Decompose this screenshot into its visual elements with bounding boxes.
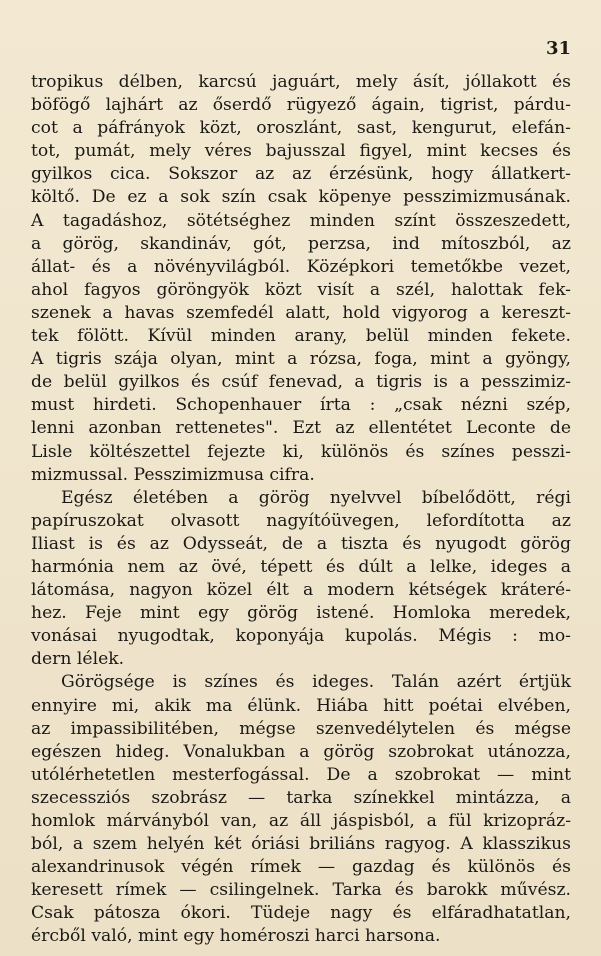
text-line: A tagadáshoz, sötétséghez minden színt összeszedett,: [31, 210, 571, 231]
text-line: ahol fagyos göröngyök közt visít a szél, halottak fek-: [31, 279, 571, 300]
text-line: papíruszokat olvasott nagyítóüvegen, lefordította az: [31, 510, 571, 531]
text-line: Egész életében a görög nyelvvel bíbelődött, régi: [61, 487, 571, 508]
text-line: a görög, skandináv, gót, perzsa, ind mítoszból, az: [31, 233, 571, 254]
text-line: ércből való, mint egy homéroszi harci harsona.: [31, 926, 441, 947]
text-line: tropikus délben, karcsú jaguárt, mely ásít, jóllakott és: [31, 72, 571, 92]
text-line: ból, a szem helyén két óriási briliáns ragyog. A klasszikus: [31, 834, 571, 855]
page-number: 31: [545, 38, 571, 59]
text-line: állat- és a növényvilágból. Középkori temetőkbe vezet,: [31, 256, 571, 277]
text-line: Iliast is és az Odysseát, de a tiszta és nyugodt görög: [31, 533, 571, 554]
text-line: dern lélek.: [31, 649, 125, 670]
text-line: utólérhetetlen mesterfogással. De a szobrokat — mint: [31, 764, 571, 785]
text-line: ennyire mi, akik ma élünk. Hiába hitt poétai elvében,: [31, 695, 571, 716]
text-line: az impassibilitében, mégse szenvedélytelen és mégse: [31, 718, 571, 739]
text-line: látomása, nagyon közel élt a modern kétségek kráteré-: [31, 580, 571, 601]
text-line: tot, pumát, mely véres bajusszal figyel, mint kecses és: [31, 141, 571, 162]
text-line: alexandrinusok végén rímek — gazdag és különös és: [31, 857, 571, 878]
text-line: keresett rímek — csilingelnek. Tarka és barokk művész.: [31, 880, 571, 901]
text-line: Görögsége is színes és ideges. Talán azért értjük: [61, 672, 571, 693]
text-line: hez. Feje mint egy görög istené. Homloka meredek,: [31, 603, 571, 624]
text-line: cot a páfrányok közt, oroszlánt, sast, kengurut, elefán-: [31, 118, 571, 139]
text-line: lenni azonban rettenetes". Ezt az ellentétet Leconte de: [31, 418, 571, 439]
body-text: [31, 71, 571, 949]
text-line: szenek a havas szemfedél alatt, hold vigyorog a kereszt-: [31, 302, 571, 323]
text-line: költő. De ez a sok szín csak köpenye pesszimizmusának.: [31, 187, 571, 208]
text-line: must hirdeti. Schopenhauer írta : „csak nézni szép,: [31, 395, 571, 416]
text-line: gyilkos cica. Sokszor az az érzésünk, hogy állatkert-: [31, 164, 571, 185]
text-line: egészen hideg. Vonalukban a görög szobrokat utánozza,: [31, 741, 571, 762]
text-line: harmónia nem az övé, tépett és dúlt a lelke, ideges a: [31, 556, 571, 577]
text-line: de belül gyilkos és csúf fenevad, a tigris is a pesszimiz-: [31, 372, 571, 393]
text-line: homlok márványból van, az áll jáspisból, a fül krizopráz-: [31, 811, 571, 831]
text-line: tek fölött. Kívül minden arany, belül minden fekete.: [31, 326, 571, 347]
text-line: mizmussal. Pesszimizmusa cifra.: [31, 464, 315, 485]
text-line: Lisle költészettel fejezte ki, különös és színes pesszi-: [31, 441, 571, 462]
text-line: A tigris szája olyan, mint a rózsa, foga, mint a gyöngy,: [31, 349, 571, 370]
text-line: böfögő lajhárt az őserdő rügyező ágain, tigrist, párdu-: [31, 95, 571, 116]
text-line: szecessziós szobrász — tarka színekkel mintázza, a: [31, 787, 571, 808]
text-line: vonásai nyugodtak, koponyája kupolás. Mégis : mo-: [31, 626, 571, 647]
text-line: Csak pátosza ókori. Tüdeje nagy és elfáradhatatlan,: [31, 903, 571, 924]
